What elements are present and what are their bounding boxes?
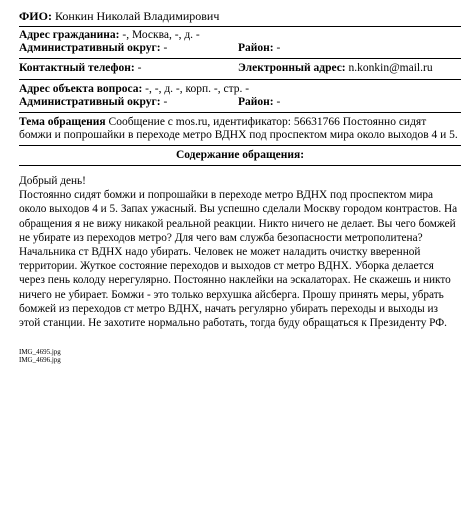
divider: [19, 79, 461, 80]
citizen-district-row: [19, 42, 461, 55]
topic-label: Тема обращения: [19, 116, 106, 128]
email-label: Электронный адрес:: [238, 62, 346, 74]
attachment-link[interactable]: IMG_4695.jpg: [19, 348, 61, 357]
citizen-address-row: [19, 29, 461, 42]
object-area-label: Район:: [238, 96, 274, 108]
object-district-value: -: [163, 96, 168, 108]
contacts-row: [19, 62, 461, 75]
fio-row: [19, 9, 461, 24]
citizen-area-label: Район:: [238, 42, 274, 54]
object-address-value: -, -, д. -, корп. -, стр. -: [145, 83, 250, 95]
divider: [19, 58, 461, 59]
object-district-label: Административный округ:: [19, 96, 161, 108]
divider: [19, 26, 461, 27]
citizen-address-value: -, Москва, -, д. -: [122, 29, 200, 41]
citizen-address-label: Адрес гражданина:: [19, 29, 120, 41]
content-heading: Содержание обращения:: [175, 149, 305, 161]
object-district-row: [19, 96, 461, 109]
fio-label: ФИО:: [19, 9, 52, 23]
citizen-district-value: -: [163, 42, 168, 54]
appeal-body: Постоянно сидят бомжи и попрошайки в переходе метро ВДНХ под проспектом мира около выходов 4 и 5. Запах ужасный. Вы успешно сделали Москву городом контрастов. На обращения я не вижу никакой реальной реакции. Никто ничего не делает. Вы чего бомжей не убирате из переходов метро? Для чего вам служба безопасности метрополитена? Начальника ст ВДНХ надо убирать. Человек не может наладить очистку вверенной территории. Жуткое состояние переходов и выходов ст метро ВДНХ. Уборка делается через пень колоду нерегулярно. Постоянно наклейки на эскалаторах. Не скажешь и никто ничего не убирает. Бомжи - это только верхушка айсберга. Прошу принять меры, убрать бомжей из переходов ст метро ВДНХ, начать регулярно убирать переходы и выходы из этой станции. Не захотите нормально работать, тогда буду обращаться к Президенту РФ.: [19, 189, 458, 330]
citizen-district-label: Административный округ:: [19, 42, 161, 54]
citizen-area-value: -: [276, 42, 281, 54]
topic-text: Сообщение с mos.ru, идентификатор: 56631766 Постоянно сидят бомжи и попрошайки в переходе метро ВДНХ под проспектом мира около выходов 4 и 5.: [19, 116, 458, 141]
divider: [19, 165, 461, 166]
divider: [19, 145, 461, 146]
object-area-value: -: [276, 96, 281, 108]
object-address-row: [19, 83, 461, 96]
phone-label: Контактный телефон:: [19, 62, 135, 74]
attachments-list: [19, 348, 461, 364]
email-value: n.konkin@mail.ru: [348, 62, 433, 74]
topic-block: [19, 116, 461, 142]
greeting: Добрый день!: [19, 175, 86, 187]
divider: [19, 112, 461, 113]
phone-value: -: [137, 62, 142, 74]
appeal-document: [19, 9, 461, 364]
object-address-label: Адрес объекта вопроса:: [19, 83, 143, 95]
fio-value: Конкин Николай Владимирович: [54, 9, 220, 23]
attachment-link[interactable]: IMG_4696.jpg: [19, 356, 61, 365]
